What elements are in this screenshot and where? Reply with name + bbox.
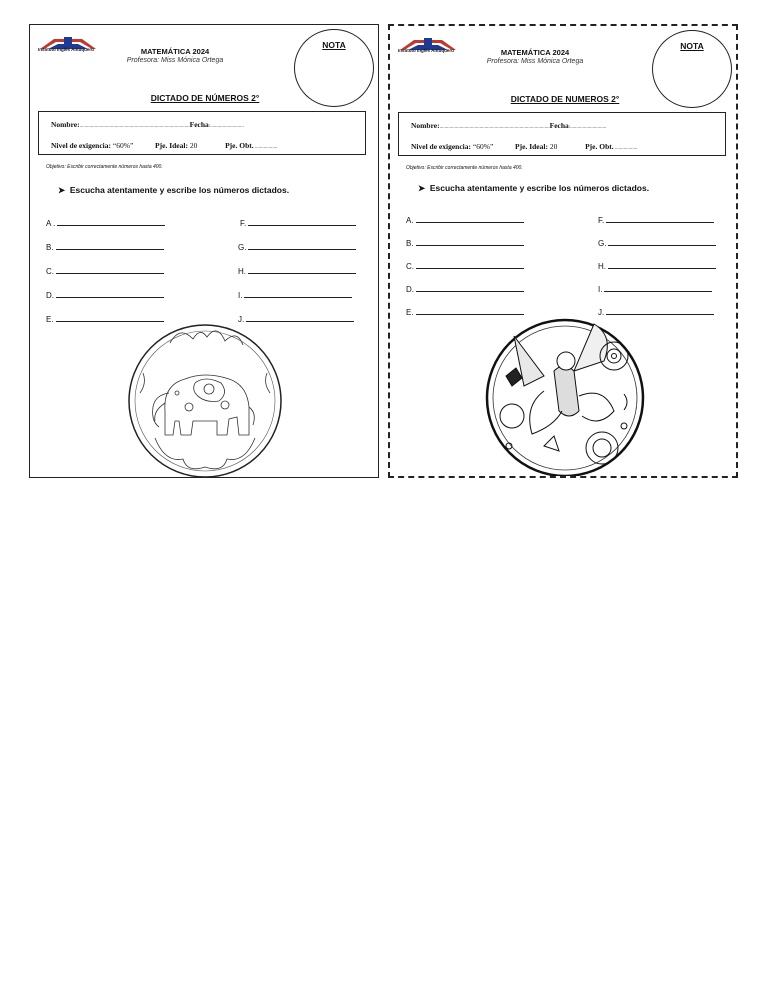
name-date-row [51, 120, 244, 129]
subject-heading: MATEMÁTICA 2024 [140, 47, 210, 56]
student-info-box [38, 111, 366, 155]
objective-text: Objetivo: Escribir correctamente números hasta 400. [46, 164, 163, 170]
school-name: Instituto Inglés Antuqueru [38, 47, 94, 52]
obtained-score-field[interactable]: .................. [613, 146, 638, 151]
worksheet-title: DICTADO DE NUMEROS 2° [510, 94, 620, 104]
requirement-label: Nivel de exigencia: [411, 142, 471, 151]
instruction-text: ➤ Escucha atentamente y escribe los números dictados. [58, 185, 290, 195]
date-field[interactable]: :........................... [208, 124, 244, 129]
instruction-text: ➤ Escucha atentamente y escribe los números dictados. [418, 183, 650, 193]
answer-line-c[interactable]: C. [46, 265, 164, 276]
ideal-score-value: 20 [187, 141, 198, 150]
butterfly-mandala-image [484, 316, 646, 476]
obtained-score-label: Pje. Obt. [225, 141, 254, 150]
grade-label: NOTA [322, 40, 346, 50]
obtained-score-field[interactable]: .................. [253, 145, 278, 150]
answer-line-a[interactable]: A. [406, 214, 524, 225]
requirement-value: “60%” [471, 142, 494, 151]
arrow-bullet-icon: ➤ [58, 185, 70, 195]
answer-line-d[interactable]: D. [406, 283, 524, 294]
answer-line-h[interactable]: H. [238, 265, 356, 276]
answer-line-j[interactable]: J. [238, 313, 354, 324]
objective-text: Objetivo: Escribir correctamente números hasta 400. [406, 165, 523, 171]
date-field[interactable]: :............................. [568, 125, 607, 130]
requirement-value: “60%” [111, 141, 134, 150]
arrow-bullet-icon: ➤ [418, 183, 430, 193]
score-row [51, 141, 277, 150]
ideal-score-label: Pje. Ideal: [155, 141, 188, 150]
answer-line-f[interactable]: F. [598, 214, 714, 225]
teacher-name: Profesora: Miss Mónica Ortega [486, 58, 584, 65]
student-info-box [398, 112, 726, 156]
worksheet-left [29, 24, 379, 478]
grade-label: NOTA [680, 41, 704, 51]
answer-line-b[interactable]: B. [406, 237, 524, 248]
teacher-name: Profesora: Miss Mónica Ortega [126, 57, 224, 64]
answer-line-h[interactable]: H. [598, 260, 716, 271]
obtained-score-label: Pje. Obt. [585, 142, 614, 151]
requirement-label: Nivel de exigencia: [51, 141, 111, 150]
school-name: Instituto Inglés Antuqueru [398, 48, 454, 53]
score-row [411, 142, 637, 151]
answer-line-e[interactable]: E. [46, 313, 164, 324]
answer-line-d[interactable]: D. [46, 289, 164, 300]
school-logo [36, 33, 100, 59]
answer-line-e[interactable]: E. [406, 306, 524, 317]
name-field[interactable]: ........................................................................................ [79, 124, 190, 129]
school-logo [396, 34, 460, 60]
answer-line-i[interactable]: I. [238, 289, 352, 300]
name-label: Nombre: [411, 121, 440, 130]
date-label: Fecha [549, 121, 569, 130]
answer-line-a[interactable]: A . [46, 217, 165, 228]
answer-line-j[interactable]: J. [598, 306, 714, 317]
ideal-score-value: 20 [547, 142, 558, 151]
worksheet-title: DICTADO DE NÚMEROS 2° [150, 93, 260, 103]
name-label: Nombre: [51, 120, 80, 129]
date-label: Fecha [189, 120, 209, 129]
answer-line-g[interactable]: G. [598, 237, 716, 248]
elephant-mandala-image [125, 323, 285, 478]
ideal-score-label: Pje. Ideal: [515, 142, 548, 151]
subject-heading: MATEMÁTICA 2024 [500, 48, 570, 57]
answer-line-g[interactable]: G. [238, 241, 356, 252]
answer-line-b[interactable]: B. [46, 241, 164, 252]
name-date-row [411, 121, 606, 130]
name-field[interactable]: ........................................................................................ [439, 125, 550, 130]
answer-line-f[interactable]: F. [240, 217, 356, 228]
answer-line-i[interactable]: I. [598, 283, 712, 294]
answer-line-c[interactable]: C. [406, 260, 524, 271]
worksheet-right [388, 24, 738, 478]
